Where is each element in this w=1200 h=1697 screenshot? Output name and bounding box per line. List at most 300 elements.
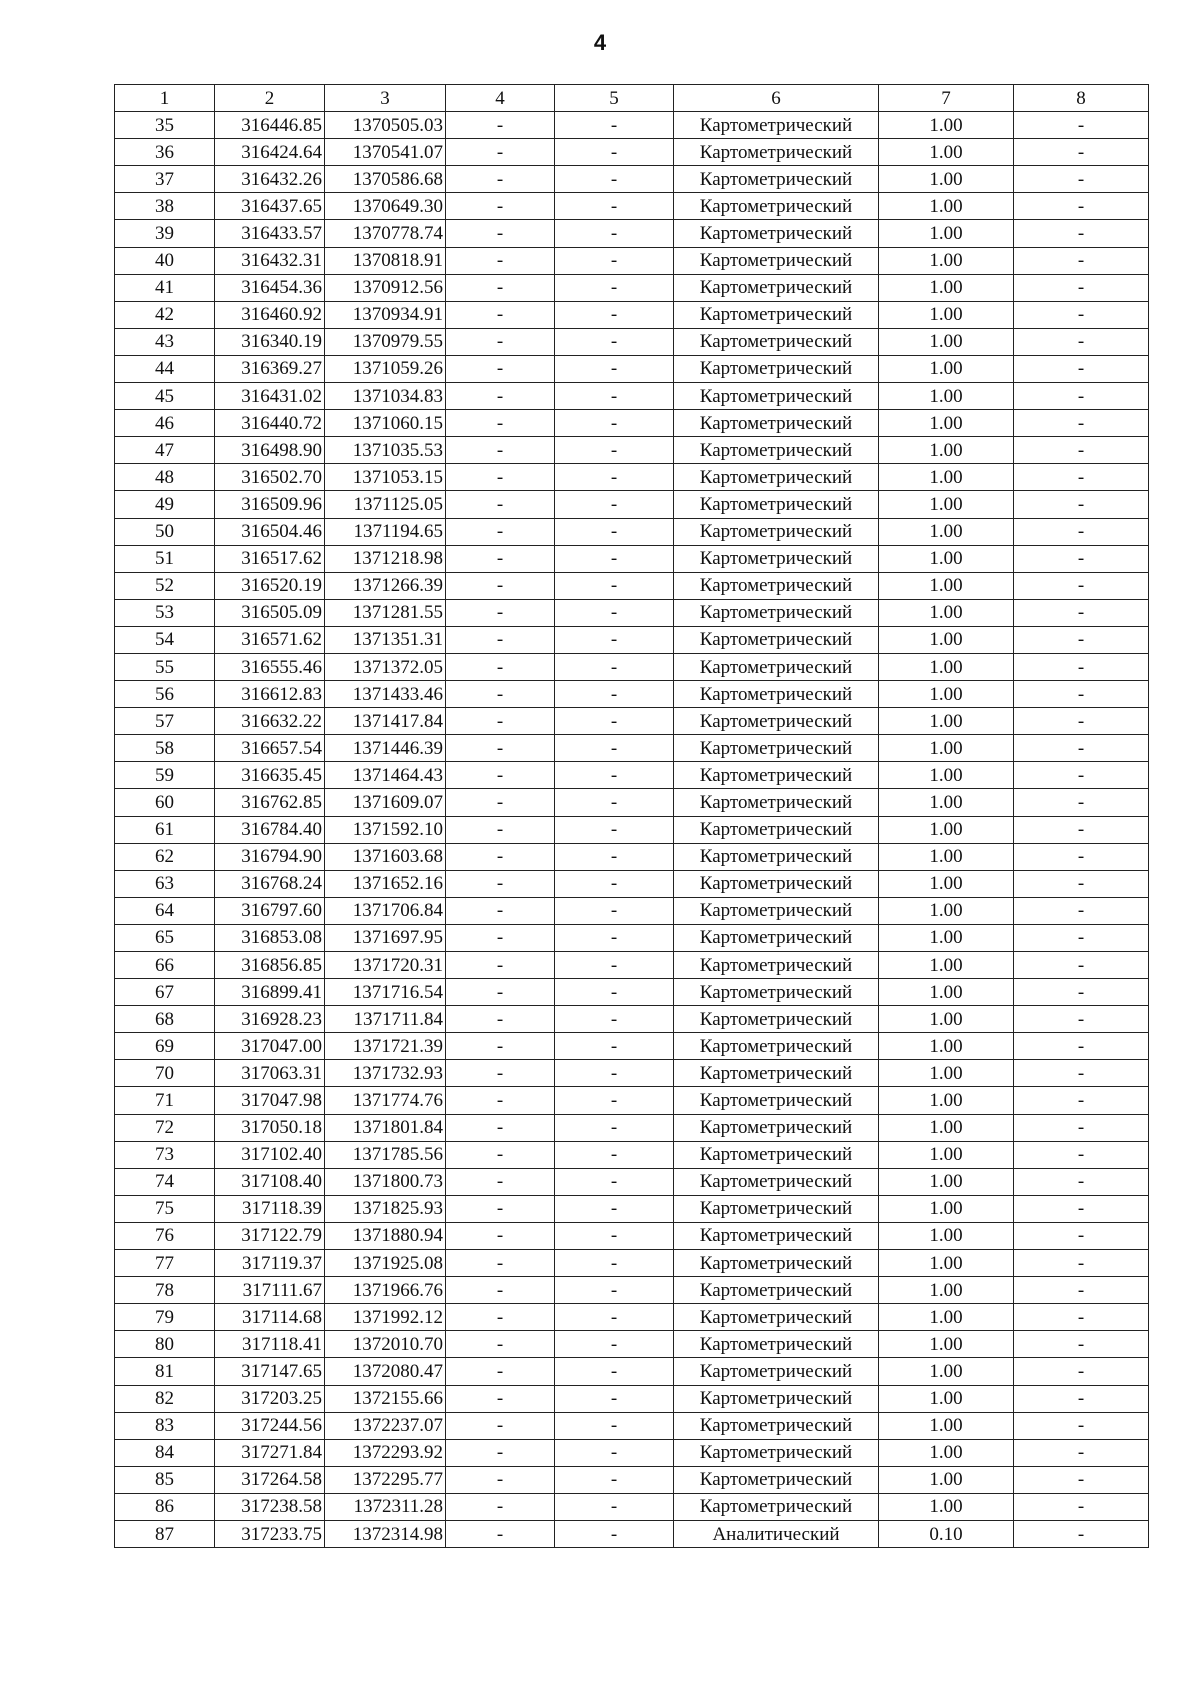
column-8-cell: -: [1014, 545, 1149, 572]
method-cell: Картометрический: [674, 139, 879, 166]
column-4-cell: -: [446, 491, 555, 518]
method-cell: Картометрический: [674, 653, 879, 680]
method-cell: Картометрический: [674, 1033, 879, 1060]
table-row: [115, 816, 1149, 843]
table-row: [115, 762, 1149, 789]
column-8-cell: -: [1014, 681, 1149, 708]
table-row: [115, 1439, 1149, 1466]
column-4-cell: -: [446, 1277, 555, 1304]
x-coordinate-cell: 317050.18: [215, 1114, 325, 1141]
accuracy-cell: 1.00: [879, 735, 1014, 762]
y-coordinate-cell: 1370912.56: [325, 274, 446, 301]
accuracy-cell: 1.00: [879, 1168, 1014, 1195]
table-row: [115, 979, 1149, 1006]
column-8-cell: -: [1014, 735, 1149, 762]
y-coordinate-cell: 1371266.39: [325, 572, 446, 599]
column-4-cell: -: [446, 1493, 555, 1520]
x-coordinate-cell: 317111.67: [215, 1277, 325, 1304]
column-8-cell: -: [1014, 274, 1149, 301]
table-row: [115, 301, 1149, 328]
point-number-cell: 50: [115, 518, 215, 545]
column-5-cell: -: [555, 1006, 674, 1033]
column-5-cell: -: [555, 1222, 674, 1249]
point-number-cell: 47: [115, 437, 215, 464]
column-5-cell: -: [555, 1385, 674, 1412]
column-5-cell: -: [555, 1087, 674, 1114]
column-4-cell: -: [446, 166, 555, 193]
table-row: [115, 1412, 1149, 1439]
column-5-cell: -: [555, 1141, 674, 1168]
point-number-cell: 72: [115, 1114, 215, 1141]
column-5-cell: -: [555, 301, 674, 328]
method-cell: Картометрический: [674, 681, 879, 708]
column-4-cell: -: [446, 599, 555, 626]
table-row: [115, 1277, 1149, 1304]
table-row: [115, 139, 1149, 166]
table-row: [115, 897, 1149, 924]
method-cell: Картометрический: [674, 572, 879, 599]
column-8-cell: -: [1014, 301, 1149, 328]
table-row: [115, 437, 1149, 464]
column-5-cell: -: [555, 193, 674, 220]
x-coordinate-cell: 316794.90: [215, 843, 325, 870]
point-number-cell: 40: [115, 247, 215, 274]
column-5-cell: -: [555, 166, 674, 193]
x-coordinate-cell: 316433.57: [215, 220, 325, 247]
column-8-cell: -: [1014, 355, 1149, 382]
accuracy-cell: 1.00: [879, 789, 1014, 816]
method-cell: Картометрический: [674, 1087, 879, 1114]
accuracy-cell: 1.00: [879, 1412, 1014, 1439]
point-number-cell: 38: [115, 193, 215, 220]
column-8-cell: -: [1014, 1250, 1149, 1277]
method-cell: Картометрический: [674, 355, 879, 382]
y-coordinate-cell: 1372237.07: [325, 1412, 446, 1439]
x-coordinate-cell: 317114.68: [215, 1304, 325, 1331]
y-coordinate-cell: 1370818.91: [325, 247, 446, 274]
y-coordinate-cell: 1371218.98: [325, 545, 446, 572]
table-row: [115, 1222, 1149, 1249]
x-coordinate-cell: 317271.84: [215, 1439, 325, 1466]
accuracy-cell: 1.00: [879, 897, 1014, 924]
column-5-cell: -: [555, 139, 674, 166]
table-row: [115, 1141, 1149, 1168]
table-row: [115, 383, 1149, 410]
accuracy-cell: 1.00: [879, 1439, 1014, 1466]
point-number-cell: 35: [115, 112, 215, 139]
column-4-cell: -: [446, 301, 555, 328]
column-4-cell: -: [446, 328, 555, 355]
point-number-cell: 39: [115, 220, 215, 247]
point-number-cell: 43: [115, 328, 215, 355]
y-coordinate-cell: 1372155.66: [325, 1385, 446, 1412]
column-5-cell: -: [555, 897, 674, 924]
column-4-cell: -: [446, 897, 555, 924]
point-number-cell: 53: [115, 599, 215, 626]
accuracy-cell: 0.10: [879, 1520, 1014, 1547]
column-4-cell: -: [446, 1304, 555, 1331]
x-coordinate-cell: 317102.40: [215, 1141, 325, 1168]
column-4-cell: -: [446, 708, 555, 735]
method-cell: Картометрический: [674, 301, 879, 328]
table-row: [115, 1385, 1149, 1412]
y-coordinate-cell: 1371372.05: [325, 653, 446, 680]
column-4-cell: -: [446, 1087, 555, 1114]
y-coordinate-cell: 1371716.54: [325, 979, 446, 1006]
column-8-cell: -: [1014, 572, 1149, 599]
accuracy-cell: 1.00: [879, 843, 1014, 870]
column-8-cell: -: [1014, 870, 1149, 897]
column-8-cell: -: [1014, 1304, 1149, 1331]
table-row: [115, 1466, 1149, 1493]
x-coordinate-cell: 317063.31: [215, 1060, 325, 1087]
method-cell: Картометрический: [674, 952, 879, 979]
column-8-cell: -: [1014, 1195, 1149, 1222]
y-coordinate-cell: 1371034.83: [325, 383, 446, 410]
method-cell: Картометрический: [674, 1250, 879, 1277]
accuracy-cell: 1.00: [879, 518, 1014, 545]
column-4-cell: -: [446, 681, 555, 708]
x-coordinate-cell: 316784.40: [215, 816, 325, 843]
column-5-cell: -: [555, 870, 674, 897]
method-cell: Картометрический: [674, 762, 879, 789]
x-coordinate-cell: 317047.00: [215, 1033, 325, 1060]
column-5-cell: -: [555, 599, 674, 626]
x-coordinate-cell: 316440.72: [215, 410, 325, 437]
point-number-cell: 81: [115, 1358, 215, 1385]
column-5-cell: -: [555, 112, 674, 139]
table-row: [115, 789, 1149, 816]
y-coordinate-cell: 1371800.73: [325, 1168, 446, 1195]
column-8-cell: -: [1014, 1033, 1149, 1060]
method-cell: Картометрический: [674, 1114, 879, 1141]
point-number-cell: 36: [115, 139, 215, 166]
accuracy-cell: 1.00: [879, 762, 1014, 789]
table-row: [115, 220, 1149, 247]
method-cell: Картометрический: [674, 464, 879, 491]
table-row: [115, 1195, 1149, 1222]
column-5-cell: -: [555, 1060, 674, 1087]
column-8-cell: -: [1014, 220, 1149, 247]
column-8-cell: -: [1014, 383, 1149, 410]
column-8-cell: -: [1014, 1277, 1149, 1304]
table-row: [115, 1493, 1149, 1520]
column-5-cell: -: [555, 437, 674, 464]
x-coordinate-cell: 316853.08: [215, 924, 325, 951]
column-8-cell: -: [1014, 789, 1149, 816]
column-4-cell: -: [446, 572, 555, 599]
table-row: [115, 355, 1149, 382]
method-cell: Картометрический: [674, 843, 879, 870]
y-coordinate-cell: 1371417.84: [325, 708, 446, 735]
table-row: [115, 1033, 1149, 1060]
column-4-cell: -: [446, 1060, 555, 1087]
point-number-cell: 66: [115, 952, 215, 979]
column-4-cell: -: [446, 762, 555, 789]
column-4-cell: -: [446, 1114, 555, 1141]
point-number-cell: 52: [115, 572, 215, 599]
column-5-cell: -: [555, 1168, 674, 1195]
column-4-cell: -: [446, 220, 555, 247]
method-cell: Картометрический: [674, 383, 879, 410]
point-number-cell: 74: [115, 1168, 215, 1195]
table-row: [115, 1520, 1149, 1547]
accuracy-cell: 1.00: [879, 301, 1014, 328]
accuracy-cell: 1.00: [879, 274, 1014, 301]
column-8-cell: -: [1014, 247, 1149, 274]
column-5-cell: -: [555, 491, 674, 518]
accuracy-cell: 1.00: [879, 1141, 1014, 1168]
method-cell: Картометрический: [674, 328, 879, 355]
point-number-cell: 82: [115, 1385, 215, 1412]
y-coordinate-cell: 1371825.93: [325, 1195, 446, 1222]
y-coordinate-cell: 1371351.31: [325, 626, 446, 653]
table-row: [115, 708, 1149, 735]
method-cell: Картометрический: [674, 1358, 879, 1385]
column-8-cell: -: [1014, 1060, 1149, 1087]
column-5-cell: -: [555, 924, 674, 951]
column-5-cell: -: [555, 708, 674, 735]
column-8-cell: -: [1014, 1385, 1149, 1412]
accuracy-cell: 1.00: [879, 1250, 1014, 1277]
table-row: [115, 328, 1149, 355]
method-cell: Картометрический: [674, 112, 879, 139]
column-5-cell: -: [555, 545, 674, 572]
method-cell: Картометрический: [674, 870, 879, 897]
table-row: [115, 518, 1149, 545]
x-coordinate-cell: 316424.64: [215, 139, 325, 166]
point-number-cell: 67: [115, 979, 215, 1006]
x-coordinate-cell: 316899.41: [215, 979, 325, 1006]
x-coordinate-cell: 316856.85: [215, 952, 325, 979]
column-4-cell: -: [446, 1466, 555, 1493]
x-coordinate-cell: 316460.92: [215, 301, 325, 328]
y-coordinate-cell: 1370541.07: [325, 139, 446, 166]
method-cell: Картометрический: [674, 1385, 879, 1412]
table-row: [115, 952, 1149, 979]
point-number-cell: 37: [115, 166, 215, 193]
column-4-cell: -: [446, 383, 555, 410]
column-5-cell: -: [555, 1466, 674, 1493]
table-row: [115, 626, 1149, 653]
column-8-cell: -: [1014, 653, 1149, 680]
point-number-cell: 85: [115, 1466, 215, 1493]
accuracy-cell: 1.00: [879, 1060, 1014, 1087]
column-8-cell: -: [1014, 599, 1149, 626]
accuracy-cell: 1.00: [879, 1195, 1014, 1222]
column-8-cell: -: [1014, 1358, 1149, 1385]
point-number-cell: 79: [115, 1304, 215, 1331]
column-5-cell: -: [555, 328, 674, 355]
column-4-cell: -: [446, 1006, 555, 1033]
column-4-cell: -: [446, 735, 555, 762]
column-5-cell: -: [555, 355, 674, 382]
method-cell: Картометрический: [674, 274, 879, 301]
x-coordinate-cell: 316762.85: [215, 789, 325, 816]
accuracy-cell: 1.00: [879, 464, 1014, 491]
column-8-cell: -: [1014, 1331, 1149, 1358]
table-row: [115, 681, 1149, 708]
point-number-cell: 65: [115, 924, 215, 951]
point-number-cell: 54: [115, 626, 215, 653]
accuracy-cell: 1.00: [879, 653, 1014, 680]
table-row: [115, 599, 1149, 626]
column-8-cell: -: [1014, 491, 1149, 518]
x-coordinate-cell: 317203.25: [215, 1385, 325, 1412]
y-coordinate-cell: 1371464.43: [325, 762, 446, 789]
column-5-cell: -: [555, 952, 674, 979]
method-cell: Картометрический: [674, 1222, 879, 1249]
x-coordinate-cell: 316635.45: [215, 762, 325, 789]
accuracy-cell: 1.00: [879, 545, 1014, 572]
column-5-cell: -: [555, 1304, 674, 1331]
column-5-cell: -: [555, 1520, 674, 1547]
method-cell: Картометрический: [674, 166, 879, 193]
column-4-cell: -: [446, 789, 555, 816]
accuracy-cell: 1.00: [879, 1114, 1014, 1141]
table-row: [115, 924, 1149, 951]
x-coordinate-cell: 316454.36: [215, 274, 325, 301]
y-coordinate-cell: 1371721.39: [325, 1033, 446, 1060]
method-cell: Картометрический: [674, 247, 879, 274]
table-row: [115, 1331, 1149, 1358]
y-coordinate-cell: 1371732.93: [325, 1060, 446, 1087]
table-body: [115, 112, 1149, 1548]
accuracy-cell: 1.00: [879, 437, 1014, 464]
method-cell: Картометрический: [674, 491, 879, 518]
y-coordinate-cell: 1371785.56: [325, 1141, 446, 1168]
point-number-cell: 73: [115, 1141, 215, 1168]
column-4-cell: -: [446, 355, 555, 382]
header-cell: 1: [115, 85, 215, 112]
method-cell: Картометрический: [674, 1195, 879, 1222]
header-cell: 6: [674, 85, 879, 112]
point-number-cell: 84: [115, 1439, 215, 1466]
accuracy-cell: 1.00: [879, 626, 1014, 653]
column-5-cell: -: [555, 762, 674, 789]
y-coordinate-cell: 1371652.16: [325, 870, 446, 897]
x-coordinate-cell: 316340.19: [215, 328, 325, 355]
column-4-cell: -: [446, 1250, 555, 1277]
column-5-cell: -: [555, 653, 674, 680]
point-number-cell: 51: [115, 545, 215, 572]
point-number-cell: 78: [115, 1277, 215, 1304]
column-8-cell: -: [1014, 1222, 1149, 1249]
header-cell: 5: [555, 85, 674, 112]
column-8-cell: -: [1014, 708, 1149, 735]
column-8-cell: -: [1014, 112, 1149, 139]
x-coordinate-cell: 316432.26: [215, 166, 325, 193]
x-coordinate-cell: 317244.56: [215, 1412, 325, 1439]
point-number-cell: 55: [115, 653, 215, 680]
accuracy-cell: 1.00: [879, 952, 1014, 979]
method-cell: Картометрический: [674, 1277, 879, 1304]
method-cell: Картометрический: [674, 735, 879, 762]
column-4-cell: -: [446, 653, 555, 680]
method-cell: Картометрический: [674, 1060, 879, 1087]
table-row: [115, 410, 1149, 437]
column-5-cell: -: [555, 220, 674, 247]
accuracy-cell: 1.00: [879, 383, 1014, 410]
y-coordinate-cell: 1371035.53: [325, 437, 446, 464]
column-8-cell: -: [1014, 1168, 1149, 1195]
y-coordinate-cell: 1371774.76: [325, 1087, 446, 1114]
column-5-cell: -: [555, 681, 674, 708]
point-number-cell: 76: [115, 1222, 215, 1249]
column-4-cell: -: [446, 1195, 555, 1222]
column-4-cell: -: [446, 247, 555, 274]
column-8-cell: -: [1014, 1520, 1149, 1547]
x-coordinate-cell: 316555.46: [215, 653, 325, 680]
point-number-cell: 57: [115, 708, 215, 735]
column-4-cell: -: [446, 979, 555, 1006]
accuracy-cell: 1.00: [879, 979, 1014, 1006]
method-cell: Картометрический: [674, 1304, 879, 1331]
column-8-cell: -: [1014, 1412, 1149, 1439]
accuracy-cell: 1.00: [879, 681, 1014, 708]
accuracy-cell: 1.00: [879, 355, 1014, 382]
y-coordinate-cell: 1371706.84: [325, 897, 446, 924]
table-row: [115, 870, 1149, 897]
x-coordinate-cell: 316657.54: [215, 735, 325, 762]
accuracy-cell: 1.00: [879, 1331, 1014, 1358]
y-coordinate-cell: 1372295.77: [325, 1466, 446, 1493]
point-number-cell: 45: [115, 383, 215, 410]
column-4-cell: -: [446, 924, 555, 951]
column-8-cell: -: [1014, 762, 1149, 789]
table-row: [115, 1304, 1149, 1331]
column-5-cell: -: [555, 572, 674, 599]
column-5-cell: -: [555, 1277, 674, 1304]
x-coordinate-cell: 317119.37: [215, 1250, 325, 1277]
y-coordinate-cell: 1370778.74: [325, 220, 446, 247]
method-cell: Картометрический: [674, 220, 879, 247]
table-row: [115, 545, 1149, 572]
point-number-cell: 77: [115, 1250, 215, 1277]
x-coordinate-cell: 317047.98: [215, 1087, 325, 1114]
accuracy-cell: 1.00: [879, 1304, 1014, 1331]
column-4-cell: -: [446, 545, 555, 572]
accuracy-cell: 1.00: [879, 491, 1014, 518]
accuracy-cell: 1.00: [879, 410, 1014, 437]
y-coordinate-cell: 1371925.08: [325, 1250, 446, 1277]
point-number-cell: 49: [115, 491, 215, 518]
header-cell: 8: [1014, 85, 1149, 112]
accuracy-cell: 1.00: [879, 139, 1014, 166]
column-8-cell: -: [1014, 1114, 1149, 1141]
table-row: [115, 247, 1149, 274]
method-cell: Картометрический: [674, 1439, 879, 1466]
x-coordinate-cell: 316446.85: [215, 112, 325, 139]
table-row: [115, 1087, 1149, 1114]
x-coordinate-cell: 316504.46: [215, 518, 325, 545]
point-number-cell: 68: [115, 1006, 215, 1033]
column-4-cell: -: [446, 1412, 555, 1439]
table-row: [115, 653, 1149, 680]
column-5-cell: -: [555, 464, 674, 491]
table-row: [115, 1060, 1149, 1087]
point-number-cell: 61: [115, 816, 215, 843]
method-cell: Картометрический: [674, 437, 879, 464]
column-8-cell: -: [1014, 626, 1149, 653]
column-8-cell: -: [1014, 410, 1149, 437]
accuracy-cell: 1.00: [879, 1493, 1014, 1520]
header-cell: 7: [879, 85, 1014, 112]
x-coordinate-cell: 317118.41: [215, 1331, 325, 1358]
table-row: [115, 843, 1149, 870]
table-row: [115, 1358, 1149, 1385]
x-coordinate-cell: 316369.27: [215, 355, 325, 382]
